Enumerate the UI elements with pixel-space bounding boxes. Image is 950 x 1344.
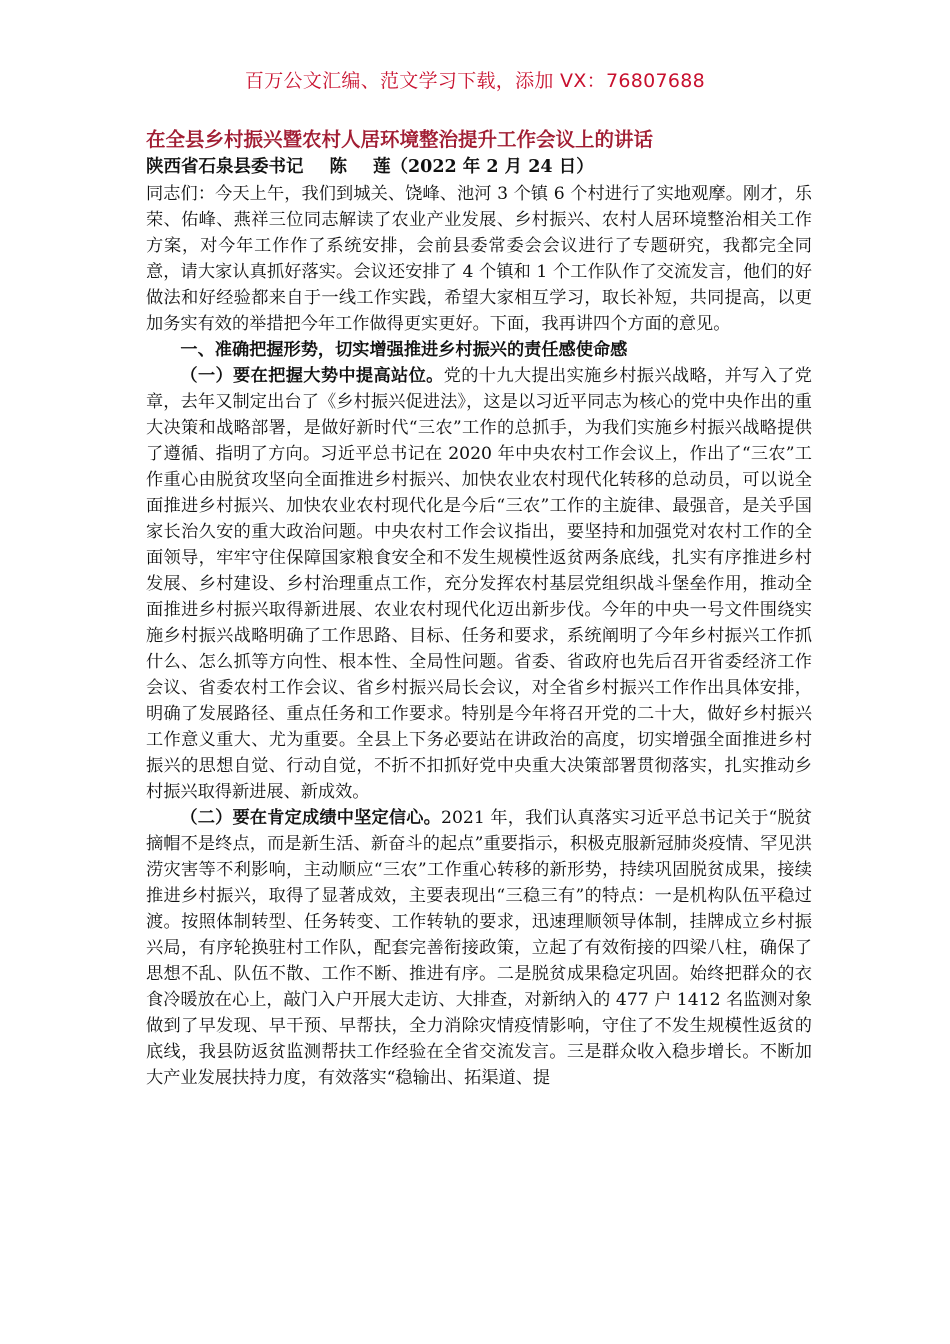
speech-date: （2022 年 2 月 24 日） bbox=[390, 157, 594, 177]
subsection-text: 党的十九大提出实施乡村振兴战略，并写入了党章，去年又制定出台了《乡村振兴促进法》，这是以习近平同志为核心的党中央作出的重大决策和战略部署，是做好新时代“三农”工作的总抓手，为我们实施乡村振兴战略提供了遵循、指明了方向。习近平总书记在 2020 年中央农村工作会议上，作出了“三农”工作重心由脱贫攻坚向全面推进乡村振兴、加快农业农村现代化转移的总动员，可以说全面推进乡村振兴、加快农业农村现代化是今后“三农”工作的主旋律、最强音，是关乎国家长治久安的重大政治问题。中央农村工作会议指出，要坚持和加强党对农村工作的全面领导，牢牢守住保障国家粮食安全和不发生规模性返贫两条底线，扎实有序推进乡村发展、乡村建设、乡村治理重点工作，充分发挥农村基层党组织战斗堡垒作用，推动全面推进乡村振兴取得新进展、农业农村现代化迈出新步伐。今年的中央一号文件围绕实施乡村振兴战略明确了工作思路、目标、任务和要求，系统阐明了今年乡村振兴工作抓什么、怎么抓等方向性、根本性、全局性问题。省委、省政府也先后召开省委经济工作会议、省委农村工作会议、省乡村振兴局长会议，对全省乡村振兴工作作出具体安排，明确了发展路径、重点任务和工作要求。特别是今年将召开党的二十大，做好乡村振兴工作意义重大、尤为重要。全县上下务必要站在讲政治的高度，切实增强全面推进乡村振兴的思想自觉、行动自觉，不折不扣抓好党中央重大决策部署贯彻落实，扎实推动乡村振兴取得新进展、新成效。 bbox=[146, 366, 812, 802]
document-title: 在全县乡村振兴暨农村人居环境整治提升工作会议上的讲话 bbox=[146, 128, 654, 151]
section-heading: 一、准确把握形势，切实增强推进乡村振兴的责任感使命感 bbox=[180, 340, 628, 360]
author-name-first: 陈 bbox=[329, 157, 347, 177]
subsection-text: 2021 年，我们认真落实习近平总书记关于“脱贫摘帽不是终点，而是新生活、新奋斗的起点”重要指示，积极克服新冠肺炎疫情、罕见洪涝灾害等不利影响，主动顺应“三农”工作重心转移的新形势，持续巩固脱贫成果，接续推进乡村振兴，取得了显著成效，主要表现出“三稳三有”的特点：一是机构队伍平稳过渡。按照体制转型、任务转变、工作转轨的要求，迅速理顺领导体制，挂牌成立乡村振兴局，有序轮换驻村工作队，配套完善衔接政策，立起了有效衔接的四梁八柱，确保了思想不乱、队伍不散、工作不断、推进有序。二是脱贫成果稳定巩固。始终把群众的衣食冷暖放在心上，敲门入户开展大走访、大排查，对新纳入的 477 户 1412 名监测对象做到了早发现、早干预、早帮扶，全力消除灾情疫情影响，守住了不发生规模性返贫的底线，我县防返贫监测帮扶工作经验在全省交流发言。三是群众收入稳步增长。不断加大产业发展扶持力度，有效落实“稳输出、拓渠道、提 bbox=[146, 808, 812, 1088]
intro-paragraph: 同志们：今天上午，我们到城关、饶峰、池河 3 个镇 6 个村进行了实地观摩。刚才，乐荣、佑峰、燕祥三位同志解读了农业产业发展、乡村振兴、农村人居环境整治相关工作方案，对今年工作作了系统安排，会前县委常委会会议进行了专题研究，我都完全同意，请大家认真抓好落实。会议还安排了 4 个镇和 1 个工作队作了交流发言，他们的好做法和好经验都来自于一线工作实践，希望大家相互学习，取长补短，共同提高，以更加务实有效的举措把今年工作做得更实更好。下面，我再讲四个方面的意见。 bbox=[146, 184, 812, 334]
document-body bbox=[146, 126, 812, 1091]
byline bbox=[146, 154, 812, 181]
subsection-title: （一）要在把握大势中提高站位。 bbox=[180, 366, 444, 386]
subsection-paragraph bbox=[146, 805, 812, 1091]
author-name-second: 莲 bbox=[373, 157, 391, 177]
subsection-paragraph bbox=[146, 363, 812, 805]
watermark-banner: 百万公文汇编、范文学习下载，添加 VX：76807688 bbox=[244, 70, 706, 92]
subsection-title: （二）要在肯定成绩中坚定信心。 bbox=[180, 808, 442, 828]
author-position: 陕西省石泉县委书记 bbox=[146, 157, 304, 177]
